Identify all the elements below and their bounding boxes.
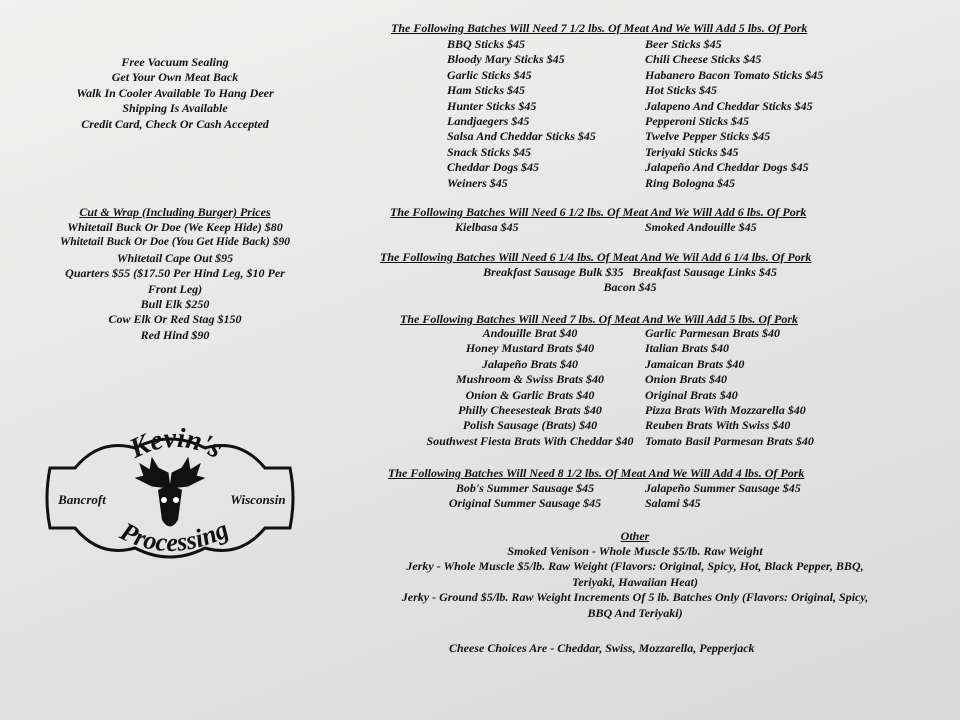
menu-item: Philly Cheesesteak Brats $40 xyxy=(458,403,602,418)
menu-item: Teriyaki Sticks $45 xyxy=(645,144,739,159)
deer-skull-icon xyxy=(136,458,204,527)
menu-item: Southwest Fiesta Brats With Cheddar $40 xyxy=(426,433,634,448)
section-1-right xyxy=(645,37,823,191)
cut-wrap-item: Whitetail Buck Or Doe (We Keep Hide) $80 xyxy=(67,220,283,234)
other-line: Smoked Venison - Whole Muscle $5/lb. Raw Weight xyxy=(507,544,763,558)
menu-item: Cheddar Dogs $45 xyxy=(447,160,540,175)
menu-item: Garlic Parmesan Brats $40 xyxy=(645,326,781,340)
menu-item: Original Brats $40 xyxy=(645,387,738,402)
menu-item: Jalapeno And Cheddar Sticks $45 xyxy=(645,98,813,113)
menu-item: Jalapeño Summer Sausage $45 xyxy=(645,481,801,495)
section-heading-5: The Following Batches Will Need 8 1/2 lbs. Of Meat And We Will Add 4 lbs. Of Pork xyxy=(388,466,805,480)
menu-item: Onion Brats $40 xyxy=(645,372,728,387)
other-line: Jerky - Ground $5/lb. Raw Weight Increments Of 5 lb. Batches Only (Flavors: Original, Spicy, xyxy=(401,590,869,605)
service-item: Free Vacuum Sealing xyxy=(121,55,229,69)
menu-item: Hunter Sticks $45 xyxy=(447,98,537,113)
menu-item: BBQ Sticks $45 xyxy=(447,37,526,51)
menu-item: Andouille Brat $40 xyxy=(482,326,578,340)
section-heading-1: The Following Batches Will Need 7 1/2 lbs. Of Meat And We Will Add 5 lbs. Of Pork xyxy=(391,21,808,35)
menu-item: Tomato Basil Parmesan Brats $40 xyxy=(645,433,814,448)
menu-item: Polish Sausage (Brats) $40 xyxy=(462,418,598,433)
menu-item: Salami $45 xyxy=(645,496,701,511)
section-5-left xyxy=(420,481,630,512)
menu-item: Italian Brats $40 xyxy=(645,341,730,356)
cut-wrap-item: Whitetail Cape Out $95 xyxy=(116,250,234,265)
section-3-lines xyxy=(420,265,840,296)
section-heading-3: The Following Batches Will Need 6 1/4 lbs. Of Meat And We Wil Add 6 1/4 lbs. Of Pork xyxy=(380,250,812,264)
svg-text:Kevin's xyxy=(124,428,227,465)
cut-wrap-item: Whitetail Buck Or Doe (You Get Hide Back) $90 xyxy=(60,236,290,249)
menu-item: Beer Sticks $45 xyxy=(645,37,722,51)
logo-left-text: Bancroft xyxy=(58,492,106,507)
menu-item: Breakfast Sausage Bulk $35 Breakfast Sausage Links $45 xyxy=(483,265,777,279)
menu-item: Bloody Mary Sticks $45 xyxy=(447,52,565,67)
cut-wrap-item: Red Hind $90 xyxy=(140,327,210,342)
other-section xyxy=(350,529,920,621)
kevins-processing-logo xyxy=(40,428,300,568)
section-1-left xyxy=(447,37,596,191)
section-5-right xyxy=(645,481,801,512)
menu-item: Bacon $45 xyxy=(603,280,657,295)
menu-item: Original Summer Sausage $45 xyxy=(448,496,602,511)
menu-item: Honey Mustard Brats $40 xyxy=(465,341,595,356)
services-list xyxy=(60,55,290,132)
logo-bottom-text: Processing xyxy=(115,514,233,558)
menu-item: Jalapeño Brats $40 xyxy=(481,356,578,371)
cut-wrap-item: Front Leg) xyxy=(147,281,203,296)
menu-item: Jamaican Brats $40 xyxy=(645,356,745,371)
section-heading-2: The Following Batches Will Need 6 1/2 lbs. Of Meat And We Will Add 6 lbs. Of Pork xyxy=(390,205,807,219)
section-2-right xyxy=(645,220,757,235)
cut-wrap-item: Cow Elk Or Red Stag $150 xyxy=(108,312,242,327)
menu-item: Bob's Summer Sausage $45 xyxy=(455,481,595,495)
other-line: Jerky - Whole Muscle $5/lb. Raw Weight (Flavors: Original, Spicy, Hot, Black Pepper, BBQ, xyxy=(406,559,864,574)
menu-item: Onion & Garlic Brats $40 xyxy=(465,387,595,402)
other-line: BBQ And Teriyaki) xyxy=(587,605,683,620)
menu-item: Ham Sticks $45 xyxy=(447,83,526,98)
menu-item: Mushroom & Swiss Brats $40 xyxy=(455,372,605,387)
section-4-left xyxy=(410,326,650,449)
service-item: Credit Card, Check Or Cash Accepted xyxy=(81,116,269,131)
other-line: Teriyaki, Hawaiian Heat) xyxy=(572,574,698,589)
service-item: Walk In Cooler Available To Hang Deer xyxy=(76,85,274,100)
section-heading-4: The Following Batches Will Need 7 lbs. Of Meat And We Will Add 5 lbs. Of Pork xyxy=(400,312,799,326)
menu-item: Habanero Bacon Tomato Sticks $45 xyxy=(645,67,824,82)
menu-item: Ring Bologna $45 xyxy=(645,175,736,190)
menu-item: Smoked Andouille $45 xyxy=(645,220,757,234)
menu-item: Pepperoni Sticks $45 xyxy=(645,114,749,129)
menu-item: Chili Cheese Sticks $45 xyxy=(645,52,762,67)
menu-item: Kielbasa $45 xyxy=(455,220,519,234)
section-2-left xyxy=(455,220,519,235)
logo-right-text: Wisconsin xyxy=(230,492,286,507)
cut-wrap-section xyxy=(30,205,320,343)
menu-item: Landjaegers $45 xyxy=(447,114,530,129)
menu-item: Salsa And Cheddar Sticks $45 xyxy=(447,129,596,144)
cut-wrap-item: Bull Elk $250 xyxy=(140,297,210,312)
menu-item: Twelve Pepper Sticks $45 xyxy=(645,129,771,144)
service-item: Get Your Own Meat Back xyxy=(111,70,239,85)
menu-item: Snack Sticks $45 xyxy=(447,144,532,159)
other-heading: Other xyxy=(620,529,650,543)
section-4-right xyxy=(645,326,814,449)
cut-wrap-heading: Cut & Wrap (Including Burger) Prices xyxy=(79,205,271,219)
menu-item: Weiners $45 xyxy=(447,175,508,190)
menu-item: Garlic Sticks $45 xyxy=(447,67,532,82)
menu-item: Jalapeño And Cheddar Dogs $45 xyxy=(645,160,809,175)
cheese-choices: Cheese Choices Are - Cheddar, Swiss, Mozzarella, Pepperjack xyxy=(449,641,755,655)
logo-top-text: Kevin's xyxy=(124,428,228,465)
menu-item: Reuben Brats With Swiss $40 xyxy=(645,418,791,433)
menu-item: Pizza Brats With Mozzarella $40 xyxy=(645,403,806,418)
menu-item: Hot Sticks $45 xyxy=(645,83,718,98)
cut-wrap-item: Quarters $55 ($17.50 Per Hind Leg, $10 Per xyxy=(65,266,285,281)
service-item: Shipping Is Available xyxy=(122,101,228,116)
